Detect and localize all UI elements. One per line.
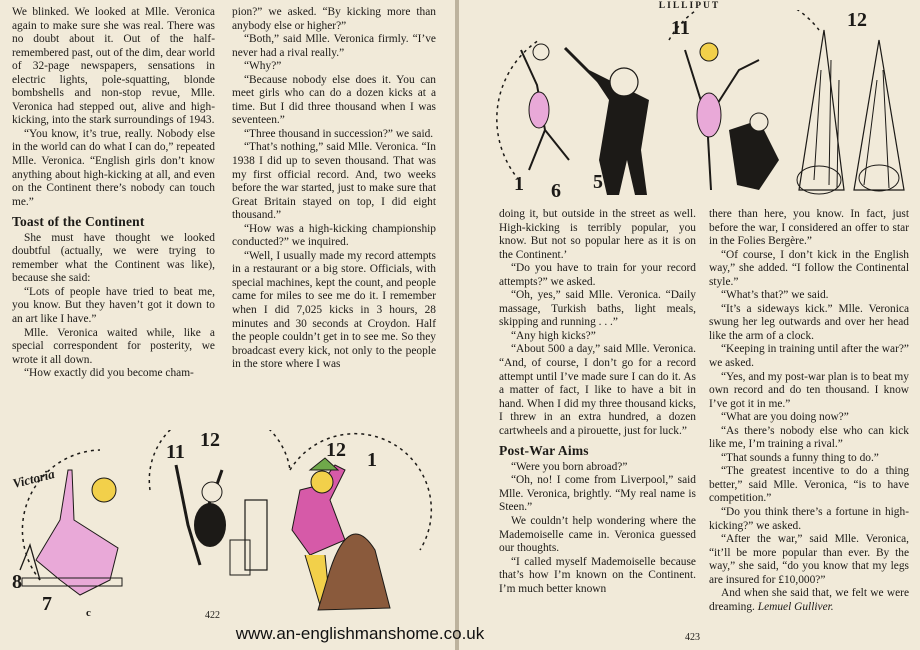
closing-line: And when she said that, we felt we were dreaming. [709, 587, 909, 613]
section-heading: Toast of the Continent [12, 214, 145, 230]
left-column-2 [232, 6, 436, 372]
paragraph: doing it, but outside in the street as well. High-kicking is terribly popular, you know. But not so popular here as it is on the Continent.’ [499, 208, 696, 261]
paragraph: “The greatest incentive to do a thing better,” said Mlle. Veronica, “is to have competition.” [709, 465, 909, 505]
paragraph: “Any high kicks?” [511, 329, 596, 342]
paragraph: “How exactly did you become cham- [24, 367, 194, 380]
right-column-1 [499, 208, 696, 596]
paragraph: We blinked. We looked at Mlle. Veronica again to make sure she was real. There was no doubt about it. Out of the half-remembered past, out of the dim, dear world of 32-page newspapers, sensations in electric lights, pole-squatting, blonde bombshells and non-stop revue, Mlle. Veronica had stepped out, alive and high-kicking, into the stark surroundings of 1943. [12, 6, 215, 127]
paragraph: She must have thought we looked doubtful (actually, we were trying to remember what the Continent was like), because she said: [12, 231, 215, 285]
paragraph: “Yes, and my post-war plan is to beat my own record and do ten thousand. I know I’ve got it in me.” [709, 370, 909, 410]
paragraph: We couldn’t help wondering where the Mademoiselle came in. Veronica guessed our thoughts. [499, 515, 696, 555]
left-column-1 [12, 6, 215, 381]
clock-numeral: c [86, 607, 91, 619]
clock-numeral: 12 [326, 439, 346, 461]
paragraph: “Well, I usually made my record attempts in a restaurant or a big store. Officials, with special machines, kept the count, and people came for miles to see me do it. I remember when I did 7,025 kicks in 3 hours, 28 minutes and 30 seconds at Croydon. Half the people couldn’t get in to see me. So they broadcast every kick, not only to the people in the store where I was [232, 249, 436, 371]
paragraph: “You know, it’s true, really. Nobody else in the world can do what I can do,” repeated Mlle. Veronica. “English girls don’t know anything about high-kicking at all, and even on the Continent there’s nobody can touch me.” [12, 127, 215, 208]
paragraph: “It’s a sideways kick.” Mlle. Veronica swung her leg outwards and over her head like the arm of a clock. [709, 302, 909, 342]
right-page [459, 0, 920, 650]
paragraph: pion?” we asked. “By kicking more than anybody else or higher?” [232, 6, 436, 32]
clock-numeral: 8 [12, 571, 22, 593]
paragraph: “Lots of people have tried to beat me, you know. But they haven’t got it down to an art like I have.” [12, 285, 215, 326]
clock-numeral: 11 [166, 441, 185, 463]
script-label: Victoria [11, 466, 57, 491]
paragraph: “What’s that?” we said. [721, 289, 829, 302]
paragraph: “Do you think there’s a fortune in high-kicking?” we asked. [709, 506, 909, 532]
watermark[interactable]: www.an-englishmanshome.co.uk [235, 624, 485, 643]
paragraph: “I called myself Mademoiselle because that’s how I’m known on the Continent. I’m much better known [499, 555, 696, 595]
left-page [0, 0, 455, 650]
paragraph: “How was a high-kicking championship conducted?” we inquired. [232, 222, 436, 249]
paragraph: “As there’s nobody else who can kick like me, I’m training a rival.” [709, 424, 909, 451]
clock-numeral: 11 [671, 17, 690, 39]
paragraph: “Oh, no! I come from Liverpool,” said Mlle. Veronica, brightly. “My real name is Steen.” [499, 474, 696, 514]
page-number: 423 [685, 632, 700, 643]
paragraph: “Both,” said Mlle. Veronica firmly. “I’ve never had a rival really.” [232, 33, 436, 59]
clock-numeral: 1 [514, 173, 524, 195]
right-clock-illustration [459, 10, 920, 205]
paragraph: “Of course, I don’t kick in the English way,” she added. “I follow the Continental style.” [709, 248, 909, 288]
paragraph: “That sounds a funny thing to do.” [721, 451, 879, 464]
paragraph: “That’s nothing,” said Mlle. Veronica. “In 1938 I did up to seven thousand. That was my first official record. And, two weeks before the war started, just to make sure that Great Britain stayed on top, I did eight thousand.” [232, 141, 436, 222]
paragraph: “About 500 a day,” said Mlle. Veronica. “And, of course, I don’t go for a record attempt until I’ve made sure I can do it. As a matter of fact, I like to have a bit in hand. When I did my three thousand kicks, I threw in an extra hundred, a dozen cartwheels and a pirouette, just for luck.” [499, 343, 696, 437]
running-title: LILLIPUT [658, 1, 721, 11]
paragraph: “Do you have to train for your record attempts?” we asked. [499, 262, 696, 288]
clock-numeral: 5 [593, 171, 603, 193]
paragraph: “Oh, yes,” said Mlle. Veronica. “Daily massage, Turkish baths, light meals, skipping and running . . .” [499, 289, 696, 329]
author-signature: Lemuel Gulliver. [757, 600, 834, 613]
right-column-2 [709, 208, 909, 614]
section-heading: Post-War Aims [499, 443, 589, 459]
paragraph: there than here, you know. In fact, just before the war, I considered an offer to star in the Folies Bergère.” [709, 208, 909, 248]
clock-numeral: 1 [367, 449, 377, 471]
paragraph: “Were you born abroad?” [511, 460, 628, 473]
clock-numeral: 7 [42, 593, 52, 615]
clock-numeral: 12 [847, 10, 867, 31]
left-clock-illustration [0, 430, 455, 625]
paragraph [709, 587, 909, 614]
paragraph: “What are you doing now?” [721, 411, 849, 424]
paragraph: “Because nobody else does it. You can meet girls who can do a dozen kicks at a time. But I did three thousand when I was seventeen.” [232, 73, 436, 127]
paragraph: Mlle. Veronica waited while, like a special correspondent for posterity, we wrote it all down. [12, 326, 215, 366]
page-number: 422 [205, 610, 220, 621]
paragraph: “After the war,” said Mlle. Veronica, “it’ll be more popular than ever. By the way,” she said, “do you know that my legs are insured for £10,000?” [709, 533, 909, 586]
paragraph: “Three thousand in succession?” we said. [244, 127, 434, 140]
clock-numeral: 12 [200, 430, 220, 451]
clock-numeral: 6 [551, 180, 561, 202]
paragraph: “Why?” [244, 60, 282, 73]
paragraph: “Keeping in training until after the war?” we asked. [709, 343, 909, 370]
